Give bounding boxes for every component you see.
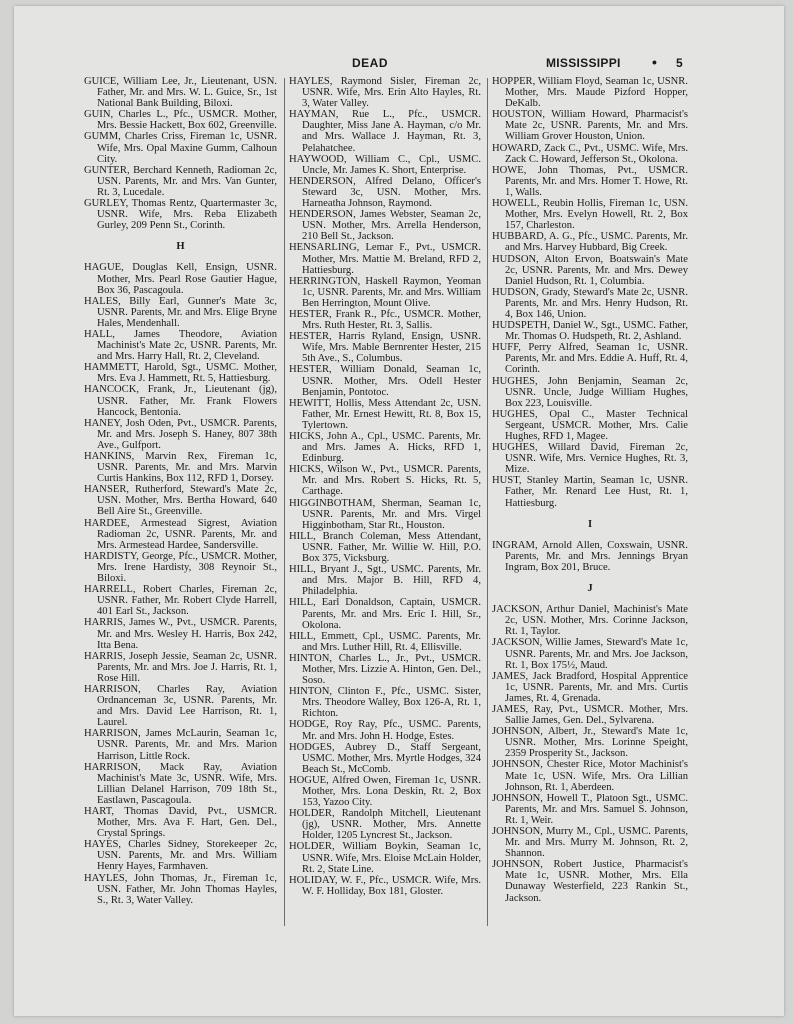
casualty-entry: HUST, Stanley Martin, Seaman 1c, USNR. Father, Mr. Renard Lee Hust, Rt. 1, Hattiesburg. [492, 475, 688, 509]
casualty-entry: HANCOCK, Frank, Jr., Lieutenant (jg), USNR. Father, Mr. Frank Flowers Hancock, Bentonia. [84, 384, 277, 418]
casualty-entry: HODGE, Roy Ray, Pfc., USMC. Parents, Mr. and Mrs. John H. Hodge, Estes. [289, 719, 481, 742]
casualty-entry: HESTER, Harris Ryland, Ensign, USNR. Wife, Mrs. Mable Bernrenter Hester, 215 5th Ave., S., Columbus. [289, 331, 481, 365]
casualty-entry: HERRINGTON, Haskell Raymon, Yeoman 1c, USNR. Parents, Mr. and Mrs. William Ben Herrington, Mount Olive. [289, 275, 481, 309]
state-name: MISSISSIPPI [546, 56, 621, 70]
casualty-entry: HESTER, Frank R., Pfc., USMCR. Mother, Mrs. Ruth Hester, Rt. 3, Sallis. [289, 308, 481, 332]
casualty-entry: HOWARD, Zack C., Pvt., USMC. Wife, Mrs. Zack C. Howard, Jefferson St., Okolona. [492, 142, 688, 165]
header-bullet: • [652, 54, 657, 70]
casualty-entry: HEWITT, Hollis, Mess Attendant 2c, USN. Father, Mr. Ernest Hewitt, Rt. 8, Box 15, Tylertown. [289, 397, 481, 431]
casualty-entry: HENDERSON, Alfred Delano, Officer's Steward 3c, USN. Mother, Mrs. Harneatha Johnson, Raymond. [289, 175, 481, 210]
section-letter: H [176, 241, 185, 253]
casualty-entry: HUGHES, John Benjamin, Seaman 2c, USNR. Uncle, Judge William Hughes, Box 223, Louisville. [492, 375, 688, 409]
casualty-entry: HENSARLING, Lemar F., Pvt., USMCR. Mother, Mrs. Mattie M. Breland, RFD 2, Hattiesburg. [289, 242, 481, 276]
casualty-entry: HOUSTON, William Howard, Pharmacist's Mate 2c, USNR. Parents, Mr. and Mrs. William Grover Houston, Union. [492, 109, 688, 143]
casualty-entry: JAMES, Jack Bradford, Hospital Apprentice 1c, USNR. Parents, Mr. and Mrs. Curtis James, Rt. 4, Grenada. [492, 670, 688, 704]
casualty-entry: HOPPER, William Floyd, Seaman 1c, USNR. Mother, Mrs. Maude Pizford Hopper, DeKalb. [492, 76, 688, 110]
casualty-entry: HARDISTY, George, Pfc., USMCR. Mother, Mrs. Irene Hardisty, 308 Reynoir St., Biloxi. [84, 550, 277, 585]
casualty-entry: HESTER, William Donald, Seaman 1c, USNR. Mother, Mrs. Odell Hester Benjamin, Pontotoc. [289, 364, 481, 398]
casualty-entry: HAYLES, John Thomas, Jr., Fireman 1c, USN. Father, Mr. John Thomas Hayles, S., Rt. 3, Water Valley. [84, 872, 277, 906]
section-letter: J [587, 583, 593, 595]
casualty-entry: GURLEY, Thomas Rentz, Quartermaster 3c, USNR. Wife, Mrs. Reba Elizabeth Gurley, 209 Penn St., Corinth. [84, 198, 277, 232]
page-header [14, 56, 784, 74]
casualty-entry: HARRELL, Robert Charles, Fireman 2c, USNR. Father, Mr. Robert Clyde Harrell, 401 Earl St., Jackson. [84, 584, 277, 618]
section-title: DEAD [352, 56, 389, 70]
casualty-entry: HILL, Earl Donaldson, Captain, USMCR. Parents, Mr. and Mrs. Eric I. Hill, Sr., Okolona. [289, 597, 481, 631]
casualty-entry: GUNTER, Berchard Kenneth, Radioman 2c, USN. Parents, Mr. and Mrs. Van Gunter, Rt. 3, Lucedale. [84, 164, 277, 198]
casualty-entry: HAYWOOD, William C., Cpl., USMC. Uncle, Mr. James K. Short, Enterprise. [289, 153, 481, 176]
casualty-entry: HARRISON, James McLaurin, Seaman 1c, USNR. Parents, Mr. and Mrs. Marion Harrison, Little Rock. [84, 728, 277, 762]
casualty-entry: HAYMAN, Rue L., Pfc., USMCR. Daughter, Miss Jane A. Hayman, c/o Mr. and Mrs. Wallace J. Hayman, Rt. 3, Pelahatchee. [289, 109, 481, 154]
casualty-entry: JACKSON, Willie James, Steward's Mate 1c, USNR. Parents, Mr. and Mrs. Joe Jackson, Rt. 1, Box 175½, Maud. [492, 637, 688, 671]
casualty-entry: HIGGINBOTHAM, Sherman, Seaman 1c, USNR. Parents, Mr. and Mrs. Virgel Higginbotham, Star Rt., Houston. [289, 497, 481, 531]
casualty-entry: HOLDER, William Boykin, Seaman 1c, USNR. Wife, Mrs. Eloise McLain Holder, Rt. 2, State Line. [289, 841, 481, 875]
casualty-entry: HILL, Branch Coleman, Mess Attendant, USNR. Father, Mr. Willie W. Hill, P.O. Box 375, Vicksburg. [289, 530, 481, 565]
casualty-entry: HICKS, Wilson W., Pvt., USMCR. Parents, Mr. and Mrs. Robert S. Hicks, Rt. 5, Carthage. [289, 464, 481, 498]
casualty-entry: INGRAM, Arnold Allen, Coxswain, USNR. Parents, Mr. and Mrs. Jennings Bryan Ingram, Box 201, Bruce. [492, 539, 688, 573]
casualty-entry: GUIN, Charles L., Pfc., USMCR. Mother, Mrs. Bessie Hackett, Box 602, Greenville. [84, 109, 277, 132]
casualty-entry: HUDSPETH, Daniel W., Sgt., USMC. Father, Mr. Thomas O. Hudspeth, Rt. 2, Ashland. [492, 320, 688, 343]
casualty-entry: HENDERSON, James Webster, Seaman 2c, USN. Mother, Mrs. Arrella Henderson, 210 Bell St., Jackson. [289, 209, 481, 243]
casualty-entry: HARRIS, James W., Pvt., USMCR. Parents, Mr. and Mrs. Wesley H. Harris, Box 242, Itta Bena. [84, 617, 277, 651]
casualty-entry: JOHNSON, Albert, Jr., Steward's Mate 1c, USNR. Mother, Mrs. Lorinne Speight, 2359 Prosperity St., Jackson. [492, 726, 688, 760]
casualty-entry: JOHNSON, Howell T., Platoon Sgt., USMC. Parents, Mr. and Mrs. Samuel S. Johnson, Rt. 1, Weir. [492, 792, 688, 826]
casualty-entry: HINTON, Clinton F., Pfc., USMC. Sister, Mrs. Theodore Walley, Box 126-A, Rt. 1, Richton. [289, 686, 481, 720]
column-2 [289, 76, 481, 897]
casualty-entry: HINTON, Charles L., Jr., Pvt., USMCR. Mother, Mrs. Lizzie A. Hinton, Gen. Del., Soso. [289, 652, 481, 687]
casualty-entry: HUBBARD, A. G., Pfc., USMC. Parents, Mr. and Mrs. Harvey Hubbard, Big Creek. [492, 231, 688, 254]
document-page [14, 6, 784, 1016]
column-divider [487, 78, 488, 926]
column-1 [84, 76, 277, 906]
casualty-entry: HAGUE, Douglas Kell, Ensign, USNR. Mother, Mrs. Pearl Rose Gautier Hague, Box 36, Pascagoula. [84, 262, 277, 296]
casualty-entry: HART, Thomas David, Pvt., USMCR. Mother, Mrs. Ava F. Hart, Gen. Del., Crystal Springs. [84, 806, 277, 840]
casualty-entry: GUICE, William Lee, Jr., Lieutenant, USN. Father, Mr. and Mrs. W. L. Guice, Sr., 1st National Bank Building, Biloxi. [84, 76, 277, 110]
casualty-entry: HUDSON, Alton Ervon, Boatswain's Mate 2c, USNR. Parents, Mr. and Mrs. Dewey Daniel Hudson, Rt. 1, Columbia. [492, 253, 688, 287]
casualty-entry: GUMM, Charles Criss, Fireman 1c, USNR. Wife, Mrs. Opal Maxine Gumm, Calhoun City. [84, 131, 277, 165]
casualty-entry: JAMES, Ray, Pvt., USMCR. Mother, Mrs. Sallie James, Gen. Del., Sylvarena. [492, 703, 688, 727]
casualty-entry: HOLDER, Randolph Mitchell, Lieutenant (jg), USNR. Mother, Mrs. Annette Holder, 1205 Lyncrest St., Jackson. [289, 808, 481, 842]
section-letter: I [587, 518, 593, 530]
casualty-entry: HARRISON, Charles Ray, Aviation Ordnanceman 3c, USNR. Parents, Mr. and Mrs. David Lee Harrison, Rt. 1, Laurel. [84, 683, 277, 729]
casualty-entry: HANSER, Rutherford, Steward's Mate 2c, USN. Mother, Mrs. Bertha Howard, 640 Bell Aire St., Greenville. [84, 484, 277, 518]
casualty-entry: HAYES, Charles Sidney, Storekeeper 2c, USN. Parents, Mr. and Mrs. William Henry Hayes, Farmhaven. [84, 839, 277, 873]
casualty-entry: HAMMETT, Harold, Sgt., USMC. Mother, Mrs. Eva J. Hammett, Rt. 5, Hattiesburg. [84, 362, 277, 385]
casualty-entry: HOWE, John Thomas, Pvt., USMCR. Parents, Mr. and Mrs. Homer T. Howe, Rt. 1, Walls. [492, 164, 688, 198]
casualty-entry: HANEY, Josh Oden, Pvt., USMCR. Parents, Mr. and Mrs. Joseph S. Haney, 807 38th Ave., Gulfport. [84, 417, 277, 451]
casualty-entry: HUGHES, Willard David, Fireman 2c, USNR. Wife, Mrs. Vernice Hughes, Rt. 3, Mize. [492, 442, 688, 476]
casualty-entry: HUDSON, Grady, Steward's Mate 2c, USNR. Parents, Mr. and Mrs. Henry Hudson, Rt. 4, Box 146, Union. [492, 286, 688, 320]
casualty-entry: HARRIS, Joseph Jessie, Seaman 2c, USNR. Parents, Mr. and Mrs. Joe J. Harris, Rt. 1, Rose Hill. [84, 650, 277, 684]
casualty-entry: HARRISON, Mack Ray, Aviation Machinist's Mate 3c, USNR. Wife, Mrs. Lillian Delanel Harrison, 709 18th St., Eastlawn, Pascagoula. [84, 761, 277, 806]
casualty-entry: HANKINS, Marvin Rex, Fireman 1c, USNR. Parents, Mr. and Mrs. Marvin Curtis Hankins, Box 112, RFD 1, Dorsey. [84, 451, 277, 485]
column-3 [492, 76, 688, 904]
casualty-entry: HICKS, John A., Cpl., USMC. Parents, Mr. and Mrs. James A. Hicks, RFD 1, Edinburg. [289, 431, 481, 465]
page-number: 5 [676, 56, 683, 70]
casualty-entry: HALES, Billy Earl, Gunner's Mate 3c, USNR. Parents, Mr. and Mrs. Elige Bryne Hales, Mendenhall. [84, 295, 277, 329]
casualty-entry: JOHNSON, Murry M., Cpl., USMC. Parents, Mr. and Mrs. Murry M. Johnson, Rt. 2, Shannon. [492, 826, 688, 860]
casualty-entry: HOGUE, Alfred Owen, Fireman 1c, USNR. Mother, Mrs. Lona Deskin, Rt. 2, Box 153, Yazoo City. [289, 774, 481, 809]
casualty-entry: HILL, Emmett, Cpl., USMC. Parents, Mr. and Mrs. Luther Hill, Rt. 4, Ellisville. [289, 630, 481, 653]
casualty-entry: HUGHES, Opal C., Master Technical Sergeant, USMCR. Mother, Mrs. Calie Hughes, RFD 1, Magee. [492, 408, 688, 442]
casualty-entry: JACKSON, Arthur Daniel, Machinist's Mate 2c, USN. Mother, Mrs. Corinne Jackson, Rt. 1, Taylor. [492, 604, 688, 638]
casualty-entry: HAYLES, Raymond Sisler, Fireman 2c, USNR. Wife, Mrs. Erin Alto Hayles, Rt. 3, Water Valley. [289, 76, 481, 110]
casualty-entry: HOLIDAY, W. F., Pfc., USMCR. Wife, Mrs. W. F. Holliday, Box 181, Gloster. [289, 874, 481, 897]
casualty-entry: HUFF, Perry Alfred, Seaman 1c, USNR. Parents, Mr. and Mrs. Eddie A. Huff, Rt. 4, Corinth. [492, 342, 688, 376]
casualty-entry: HALL, James Theodore, Aviation Machinist's Mate 2c, USNR. Parents, Mr. and Mrs. Harry Hall, Rt. 2, Cleveland. [84, 328, 277, 363]
casualty-entry: HILL, Bryant J., Sgt., USMC. Parents, Mr. and Mrs. Major B. Hill, RFD 4, Philadelphia. [289, 564, 481, 598]
casualty-entry: HOWELL, Reubin Hollis, Fireman 1c, USN. Mother, Mrs. Evelyn Howell, Rt. 2, Box 157, Charleston. [492, 198, 688, 232]
casualty-entry: HARDEE, Armestead Sigrest, Aviation Radioman 2c, USNR. Parents, Mr. and Mrs. Armestead Hardee, Sandersville. [84, 517, 277, 551]
casualty-entry: HODGES, Aubrey D., Staff Sergeant, USMC. Mother, Mrs. Myrtle Hodges, 324 Beach St., McComb. [289, 741, 481, 775]
casualty-entry: JOHNSON, Chester Rice, Motor Machinist's Mate 1c, USN. Wife, Mrs. Ora Lillian Johnson, Rt. 1, Aberdeen. [492, 759, 688, 793]
column-divider [284, 78, 285, 926]
casualty-entry: JOHNSON, Robert Justice, Pharmacist's Mate 1c, USNR. Mother, Mrs. Ella Dunaway Westerfield, 223 Rankin St., Jackson. [492, 859, 688, 904]
